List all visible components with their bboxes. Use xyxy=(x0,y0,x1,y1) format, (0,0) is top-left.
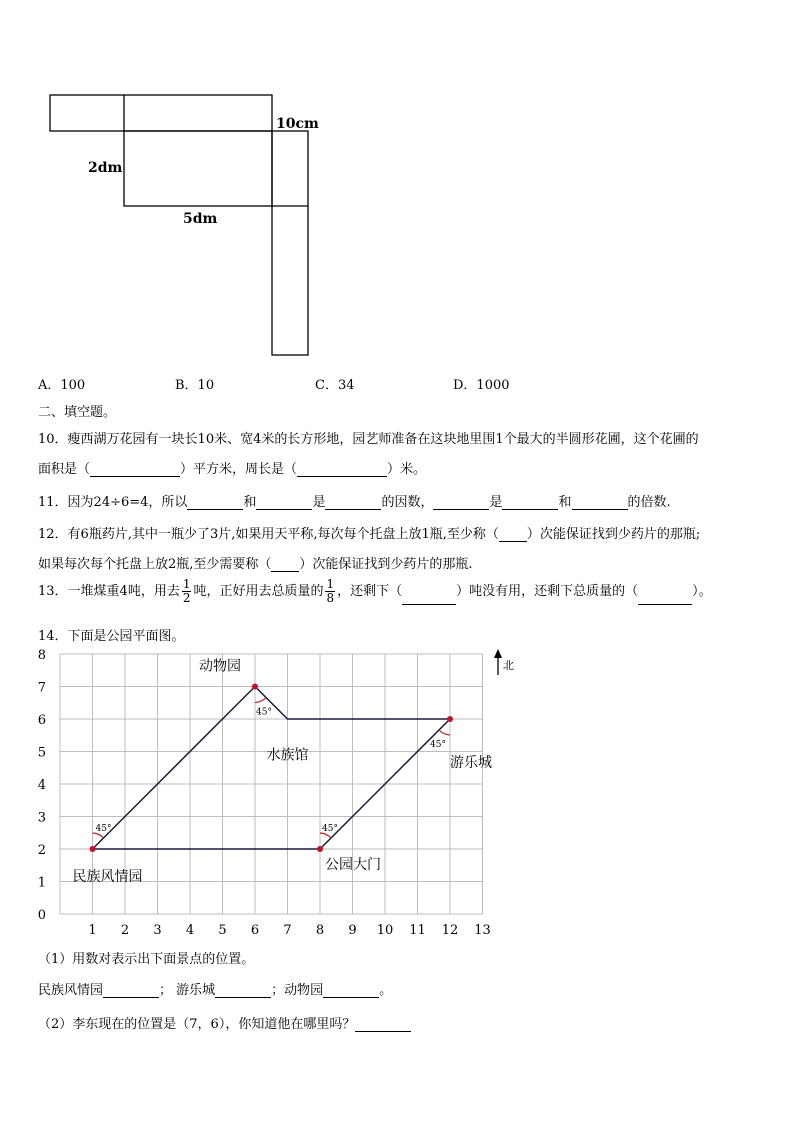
q14-blank-minzu[interactable] xyxy=(103,997,159,998)
q11-blank-4[interactable] xyxy=(433,509,489,510)
q11-line xyxy=(38,491,671,510)
q11-text-d: 的因数， xyxy=(381,495,434,510)
point-marker xyxy=(90,846,96,852)
y-tick-label: 6 xyxy=(37,713,46,728)
angle-arc xyxy=(439,730,450,735)
y-tick-label: 4 xyxy=(37,778,46,793)
q14-blank-dongwuyuan[interactable] xyxy=(323,997,379,998)
q11-text-f: 和 xyxy=(558,495,572,510)
q11-text-b: 和 xyxy=(243,495,257,510)
north-arrow-head-icon xyxy=(494,649,502,658)
q13-frac1-num: 1 xyxy=(182,577,191,591)
q14-label-dongwuyuan: ；动物园 xyxy=(271,983,324,998)
point-marker xyxy=(447,716,453,722)
q12-text-c: 如果每次每个托盘上放2瓶,至少需要称（ xyxy=(38,557,272,572)
y-tick-label: 3 xyxy=(37,810,46,826)
point-label: 民族风情园 xyxy=(72,869,143,885)
section-title: 二、填空题。 xyxy=(38,405,117,420)
y-tick-label: 0 xyxy=(37,908,46,923)
x-tick-label: 7 xyxy=(283,923,292,938)
q11-text-c: 是 xyxy=(312,495,326,510)
y-tick-label: 1 xyxy=(37,875,46,891)
q14-blank-youlecheng[interactable] xyxy=(215,997,271,998)
angle-arc xyxy=(255,698,266,703)
q11-blank-5[interactable] xyxy=(502,509,558,510)
angle-label: 45° xyxy=(95,824,112,834)
option-d: D．1000 xyxy=(453,378,510,393)
q11-blank-1[interactable] xyxy=(187,509,243,510)
option-c: C．34 xyxy=(315,378,355,393)
q10-line1: 10．瘦西湖万花园有一块长10米、宽4米的长方形地，园艺师准备在这块地里围1个最大的半圆形花圃，这个花圃的 xyxy=(38,432,699,447)
point-label: 公园大门 xyxy=(325,857,381,873)
x-tick-label: 5 xyxy=(218,923,227,938)
q14-answer-line xyxy=(38,979,392,998)
q14-end: 。 xyxy=(379,983,393,998)
q11-text-a: 11．因为24÷6=4，所以 xyxy=(38,495,188,510)
label-2dm: 2dm xyxy=(88,160,123,176)
q13-text-b: 吨，正好用去总质量的 xyxy=(193,584,324,599)
net-right-strip xyxy=(272,131,308,355)
y-tick-label: 5 xyxy=(37,745,46,761)
q13-text-e: ）。 xyxy=(692,584,712,599)
q14-blank-lidong[interactable] xyxy=(355,1031,411,1032)
q13-fraction-2 xyxy=(325,578,335,605)
y-tick-label: 8 xyxy=(37,648,46,663)
q10-line2 xyxy=(38,458,426,477)
q13-line xyxy=(38,578,712,605)
q13-frac1-den: 2 xyxy=(182,591,191,605)
q12-text-b: ）次能保证找到少药片的那瓶; xyxy=(526,527,701,542)
x-tick-label: 3 xyxy=(153,923,162,938)
q10-text-c: ）米。 xyxy=(387,462,427,477)
q13-blank-2[interactable] xyxy=(638,604,692,605)
q13-text-c: ，还剩下（ xyxy=(337,584,403,599)
q13-text-a: 13．一堆煤重4吨，用去 xyxy=(38,584,180,599)
x-tick-label: 10 xyxy=(376,923,394,938)
q10-text-b: ）平方米，周长是（ xyxy=(180,462,298,477)
q11-blank-3[interactable] xyxy=(325,509,381,510)
y-tick-label: 7 xyxy=(37,680,46,696)
angle-label: 45° xyxy=(430,740,446,750)
x-tick-label: 2 xyxy=(120,923,130,938)
q10-area-blank[interactable] xyxy=(90,476,180,477)
q11-blank-2[interactable] xyxy=(256,509,312,510)
q12-text-d: ）次能保证找到少药片的那瓶. xyxy=(299,557,473,572)
q13-text-d: ）吨没有用，还剩下总质量的（ xyxy=(456,584,639,599)
q11-blank-6[interactable] xyxy=(572,509,628,510)
x-tick-label: 8 xyxy=(315,923,325,938)
q11-text-g: 的倍数. xyxy=(627,495,671,510)
q14-label-minzu: 民族风情园 xyxy=(38,983,104,998)
option-b: B．10 xyxy=(175,378,215,393)
q14-sub2-text: （2）李东现在的位置是（7，6），你知道他在哪里吗？ xyxy=(38,1017,356,1032)
net-face-main xyxy=(124,131,272,206)
q12-line2 xyxy=(38,553,473,572)
x-tick-label: 4 xyxy=(185,923,195,938)
q10-text-a: 面积是（ xyxy=(38,462,91,477)
q14-sub1: （1）用数对表示出下面景点的位置。 xyxy=(38,952,255,967)
q10-perimeter-blank[interactable] xyxy=(297,476,387,477)
x-tick-label: 1 xyxy=(88,923,97,938)
aquarium-label: 水族馆 xyxy=(266,747,309,764)
q11-text-e: 是 xyxy=(489,495,503,510)
net-top-strip xyxy=(50,95,272,131)
x-tick-label: 9 xyxy=(348,923,357,938)
park-map-chart xyxy=(30,645,530,940)
point-label: 动物园 xyxy=(199,658,241,675)
point-marker xyxy=(252,684,258,690)
north-label: 北 xyxy=(503,659,514,672)
q13-frac2-den: 8 xyxy=(326,591,335,605)
x-tick-label: 13 xyxy=(474,923,491,938)
point-marker xyxy=(317,846,323,852)
q12-line1 xyxy=(38,523,700,542)
y-tick-label: 2 xyxy=(37,843,46,858)
q12-blank-1[interactable] xyxy=(499,541,527,542)
angle-label: 45° xyxy=(322,824,338,834)
angle-label: 45° xyxy=(256,707,272,718)
x-tick-label: 11 xyxy=(409,923,426,938)
x-tick-label: 12 xyxy=(441,923,459,938)
q12-blank-2[interactable] xyxy=(271,571,299,572)
q13-fraction-1 xyxy=(182,578,192,605)
q14-label-youlecheng: ； 游乐城 xyxy=(159,983,216,998)
q14-sub2 xyxy=(38,1013,411,1032)
q13-blank-1[interactable] xyxy=(402,604,456,605)
q12-text-a: 12．有6瓶药片,其中一瓶少了3片,如果用天平称,每次每个托盘上放1瓶,至少称（ xyxy=(38,527,499,542)
label-5dm: 5dm xyxy=(183,211,218,227)
option-a: A．100 xyxy=(38,378,86,393)
x-tick-label: 6 xyxy=(250,923,260,938)
q14-title: 14．下面是公园平面图。 xyxy=(38,629,185,644)
point-label: 游乐城 xyxy=(450,755,492,771)
label-10cm: 10cm xyxy=(276,116,319,132)
q13-frac2-num: 1 xyxy=(326,577,335,591)
